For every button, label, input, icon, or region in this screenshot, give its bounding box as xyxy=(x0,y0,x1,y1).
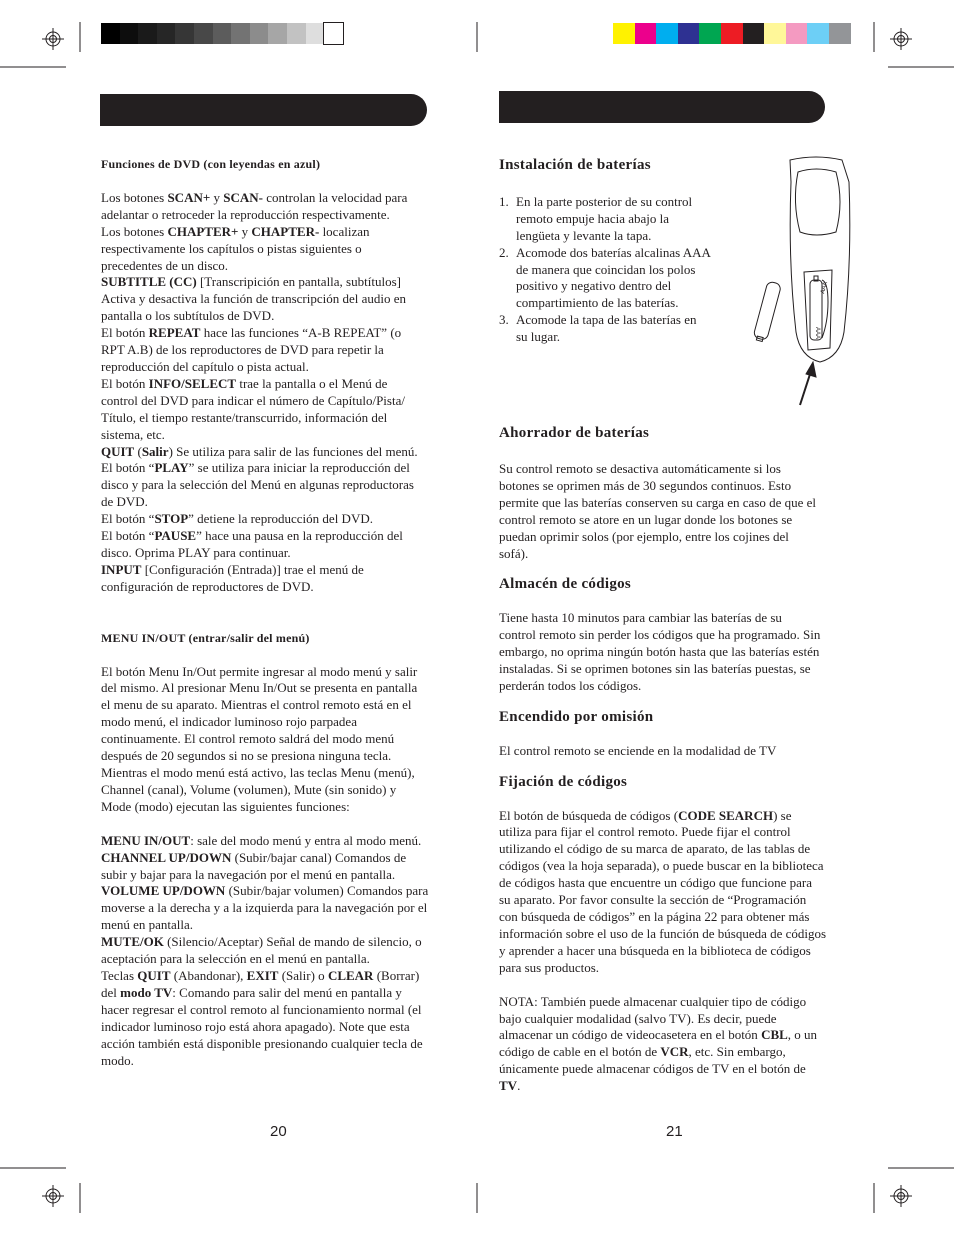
step-number: 3. xyxy=(499,312,509,328)
text-line: control remoto se atore en un lugar donde los botones se xyxy=(499,511,793,527)
text: acción también está disponible presionando cualquier tecla de xyxy=(101,1035,423,1051)
step-text-line: Acomode dos baterías alcalinas AAA xyxy=(516,244,711,260)
step-text-line: positivo y negativo dentro del xyxy=(516,278,672,294)
bold-text: SCAN+ xyxy=(167,189,211,205)
text: (Salir) o xyxy=(278,967,328,983)
step-text-line: lengüeta y levante la tapa. xyxy=(516,227,652,243)
text: ” se utiliza para iniciar la reproducción del xyxy=(188,460,410,476)
text: hacer regresar el control remoto al funcionamiento normal (el xyxy=(101,1001,422,1017)
text: (Abandonar), xyxy=(170,967,247,983)
text: El botón “ xyxy=(101,511,155,527)
right-header-bar xyxy=(499,91,825,123)
text: adelantar o retroceder la reproducción respectivamente. xyxy=(101,206,390,222)
registration-target-icon xyxy=(42,1185,64,1207)
text: ) se xyxy=(773,807,792,823)
text-line xyxy=(101,1036,461,1053)
text-line xyxy=(499,943,859,960)
text-line xyxy=(101,867,461,884)
svg-text:AAA: AAA xyxy=(814,327,820,340)
page-number-left: 20 xyxy=(270,1123,287,1140)
text-line: Tiene hasta 10 minutos para cambiar las baterías de su xyxy=(499,610,782,626)
battery-saver-title: Ahorrador de baterías xyxy=(499,425,650,442)
bold-text: TV xyxy=(499,1078,518,1094)
text-line xyxy=(499,824,859,841)
text: El botón “ xyxy=(101,460,155,476)
bold-text: INFO/SELECT xyxy=(148,375,237,391)
text: con búsqueda de códigos” en la página 22 para obtener más xyxy=(499,909,810,924)
registration-target-icon xyxy=(42,28,64,50)
menu-functions-text xyxy=(101,833,461,1070)
text: almacenar un código de videocasetera en el botón xyxy=(499,1027,762,1043)
text-line xyxy=(101,427,461,444)
text-line xyxy=(499,892,859,909)
text-line: del mismo. Al presionar Menu In/Out se presenta en pantalla xyxy=(101,680,418,696)
text: localizan xyxy=(319,223,370,239)
text: Teclas xyxy=(101,967,138,983)
bold-text: INPUT xyxy=(101,561,142,577)
step-number: 2. xyxy=(499,244,509,260)
text: códigos (vea la hoja separada), o puede buscar en la biblioteca xyxy=(499,858,824,874)
text: (Borrar) xyxy=(373,967,420,983)
text-line xyxy=(499,1078,859,1095)
text-line xyxy=(101,444,461,461)
text: control del DVD para indicar el número de Capítulo/Pista/ xyxy=(101,392,405,408)
text-line xyxy=(101,968,461,985)
menu-inout-title: MENU IN/OUT (entrar/salir del menú) xyxy=(101,630,310,645)
text: ) Se utiliza para salir de las funciones del menú. xyxy=(168,443,418,459)
step-text-line: su lugar. xyxy=(516,329,561,345)
text-line xyxy=(101,562,461,579)
bold-text: CLEAR xyxy=(327,967,374,983)
text: , etc. Sin embargo, xyxy=(688,1044,786,1060)
text: de DVD. xyxy=(101,494,148,510)
text-line: El botón Menu In/Out permite ingresar al modo menú y salir xyxy=(101,663,418,679)
step-text-line: compartimiento de las baterías. xyxy=(516,295,679,311)
text-line xyxy=(101,258,461,275)
text-line xyxy=(101,934,461,951)
registration-target-icon xyxy=(890,28,912,50)
page-number-right: 21 xyxy=(666,1123,683,1140)
text: utilizando el código de su marca de aparato, de las tablas de xyxy=(499,841,811,857)
bold-text: CHANNEL UP/DOWN xyxy=(101,849,232,865)
text-line xyxy=(499,909,859,926)
default-power-text xyxy=(499,743,859,760)
text: (Silencio/Aceptar) Señal de mando de silencio, o xyxy=(163,934,422,950)
text-line xyxy=(101,308,461,325)
dvd-functions-text xyxy=(101,190,461,596)
text-line xyxy=(101,393,461,410)
text-line xyxy=(101,274,461,291)
text: del xyxy=(101,984,121,1000)
text-line xyxy=(101,1053,461,1070)
code-setting-title: Fijación de códigos xyxy=(499,773,628,790)
text: menú en pantalla. xyxy=(101,917,194,933)
text-line xyxy=(101,342,461,359)
code-setting-text xyxy=(499,808,859,977)
text: reproducción del capítulo o pista actual. xyxy=(101,358,309,374)
bold-text: MUTE/OK xyxy=(101,934,164,950)
text-line xyxy=(101,477,461,494)
bold-text: PLAY xyxy=(154,460,189,476)
text-line xyxy=(101,1019,461,1036)
text-line: botones se oprimen más de 30 segundos continuos. Esto xyxy=(499,477,792,493)
bold-text: REPEAT xyxy=(148,325,201,341)
bold-text: modo TV xyxy=(120,984,173,1000)
text-line: sofá). xyxy=(499,545,529,561)
text-line: perderán todos los códigos. xyxy=(499,677,642,693)
text: utiliza para fijar el control remoto. Puede fijar el control xyxy=(499,824,791,840)
text: pantalla o los subtítulos de DVD. xyxy=(101,308,275,324)
text-line xyxy=(101,376,461,393)
text-line xyxy=(101,833,461,850)
text: únicamente puede almacenar códigos de TV en el botón de xyxy=(499,1061,806,1077)
text: moverse a la derecha y a la izquierda para la navegación por el xyxy=(101,900,428,916)
text-line xyxy=(101,207,461,224)
text-line xyxy=(499,1061,859,1078)
bold-text: SCAN- xyxy=(223,189,263,205)
left-column xyxy=(101,156,461,1069)
text: Los botones xyxy=(101,223,168,239)
text: sistema, etc. xyxy=(101,426,165,442)
note-text xyxy=(499,994,859,1095)
text: ” hace una pausa en la reproducción del xyxy=(196,528,403,544)
text-line xyxy=(499,841,859,858)
step-number: 1. xyxy=(499,193,509,209)
bold-text: CHAPTER+ xyxy=(167,223,239,239)
text-line xyxy=(499,994,859,1011)
text-line xyxy=(499,875,859,892)
code-storage-title: Almacén de códigos xyxy=(499,576,632,593)
text: Activa y desactiva la función de transcripción del audio en xyxy=(101,291,407,307)
text-line xyxy=(499,808,859,825)
text-line xyxy=(101,511,461,528)
text: El botón de búsqueda de códigos ( xyxy=(499,807,679,823)
step-text-line: Acomode la tapa de las baterías en xyxy=(516,312,697,328)
bold-text: MENU IN/OUT xyxy=(101,832,191,848)
text-line xyxy=(499,858,859,875)
text: precedentes de un disco. xyxy=(101,257,229,273)
text: indicador luminoso rojo está ahora apagado). Note que esta xyxy=(101,1018,410,1034)
text-line xyxy=(499,926,859,943)
bold-text: QUIT xyxy=(101,443,135,459)
text: El botón “ xyxy=(101,528,155,544)
text: El botón xyxy=(101,325,149,341)
text: RPT A.B) de los reproductores de DVD para repetir la xyxy=(101,342,384,358)
svg-text:AAA: AAA xyxy=(820,281,830,295)
bold-text: VOLUME UP/DOWN xyxy=(101,883,226,899)
text-line xyxy=(101,460,461,477)
text-line: continuamente. El control remoto saldrá del modo menú xyxy=(101,731,395,747)
bold-text: STOP xyxy=(154,511,189,527)
text: y xyxy=(238,223,252,239)
text: : Comando para salir del menú en pantalla y xyxy=(172,984,402,1000)
bold-text: VCR xyxy=(660,1044,689,1060)
bold-text: QUIT xyxy=(137,967,171,983)
text-line: el menu de su aparato. Mientras el control remoto está en el xyxy=(101,697,412,713)
bold-text: Salir xyxy=(141,443,169,459)
bold-text: CHAPTER- xyxy=(251,223,320,239)
text-line: puedan oprimir solos (por ejemplo, entre los cojines del xyxy=(499,528,789,544)
text-line xyxy=(101,985,461,1002)
text: información sobre el uso de la función de búsqueda de códigos xyxy=(499,925,827,941)
text-line xyxy=(101,917,461,934)
text: respectivamente los capítulos o pistas siguientes o xyxy=(101,240,362,256)
remote-battery-illustration xyxy=(748,152,858,408)
loose-battery-icon xyxy=(753,281,782,343)
text: disco y para la selección del Menú en algunas reproductoras xyxy=(101,477,414,493)
text: de códigos hasta que encuentre un código que funcione para xyxy=(499,875,812,891)
text-line xyxy=(101,190,461,207)
text: Los botones xyxy=(101,189,168,205)
bold-text: CODE SEARCH xyxy=(678,807,774,823)
text: [Transcripición en pantalla, subtítulos] xyxy=(196,274,401,290)
battery-install-title: Instalación de baterías xyxy=(499,157,651,173)
text-line xyxy=(101,410,461,427)
bold-text: EXIT xyxy=(246,967,279,983)
text-line: Mientras el modo menú está activo, las teclas Menu (menú), xyxy=(101,765,415,780)
text: para sus productos. xyxy=(499,959,600,975)
code-storage-text xyxy=(499,610,859,695)
text-line xyxy=(101,951,461,968)
text-line: control remoto sin perder los códigos que ha programado. Sin xyxy=(499,627,821,643)
text-line xyxy=(101,325,461,342)
text: [Configuración (Entrada)] trae el menú de xyxy=(141,561,364,577)
step-text-line: En la parte posterior de su control xyxy=(516,193,693,209)
default-power-title: Encendido por omisión xyxy=(499,708,654,725)
text: , o un xyxy=(787,1027,818,1043)
text: y xyxy=(210,189,224,205)
menu-inout-text xyxy=(101,664,461,816)
battery-saver-text xyxy=(499,461,859,562)
text-line: Channel (canal), Volume (volumen), Mute (sin sonido) y xyxy=(101,781,397,797)
text: configuración de reproductores de DVD. xyxy=(101,578,314,594)
text-line: El control remoto se enciende en la modalidad de TV xyxy=(499,742,777,758)
text: subir y bajar para la navegación por el menú en pantalla. xyxy=(101,866,396,882)
text-line xyxy=(101,241,461,258)
text-line xyxy=(101,579,461,596)
text-line xyxy=(101,545,461,562)
text: ( xyxy=(134,443,142,459)
text: código de cable en el botón de xyxy=(499,1044,661,1060)
text: controlan la velocidad para xyxy=(263,189,408,205)
left-header-bar xyxy=(100,94,427,126)
text-line: Mode (modo) ejecutan las siguientes funciones: xyxy=(101,798,350,814)
text: y aprender a hacer una búsqueda en la biblioteca de códigos xyxy=(499,942,811,958)
text: . xyxy=(517,1078,521,1094)
text-line xyxy=(101,291,461,308)
bold-text: SUBTITLE (CC) xyxy=(101,274,197,290)
text-line: Su control remoto se desactiva automáticamente si los xyxy=(499,460,781,476)
text-line: permite que las baterías conserven su carga en caso de que el xyxy=(499,494,817,510)
text-line xyxy=(101,494,461,511)
text-line xyxy=(101,359,461,376)
text: bajo cualquier modalidad (salvo TV). Es decir, puede xyxy=(499,1010,777,1026)
text: su aparato. Por favor consulte la sección de “Programación xyxy=(499,892,807,908)
text-line xyxy=(101,900,461,917)
text: hace las funciones “A-B REPEAT” (o xyxy=(200,325,402,341)
text: ” detiene la reproducción del DVD. xyxy=(188,511,373,527)
text: aceptación para la selección en el menú en pantalla. xyxy=(101,951,370,967)
text: trae la pantalla o el Menú de xyxy=(236,375,388,391)
step-text-line: de manera que coincidan los polos xyxy=(516,261,696,277)
text: modo. xyxy=(101,1052,134,1068)
text-line xyxy=(499,1027,859,1044)
text-line xyxy=(101,528,461,545)
text-line xyxy=(101,224,461,241)
text: NOTA: También puede almacenar cualquier tipo de código xyxy=(499,993,807,1009)
dvd-functions-title: Funciones de DVD (con leyendas en azul) xyxy=(101,157,321,171)
bold-text: CBL xyxy=(761,1027,788,1043)
text-line xyxy=(499,960,859,977)
text: : sale del modo menú y entra al modo menú. xyxy=(190,832,422,848)
text-line: modo menú, el indicador luminoso rojo parpadea xyxy=(101,714,357,730)
text: (Subir/bajar volumen) Comandos para xyxy=(225,883,429,899)
text-line xyxy=(499,1044,859,1061)
text-line: embargo, no oprima ningún botón hasta que las baterías estén xyxy=(499,644,820,660)
text: El botón xyxy=(101,375,149,391)
text: (Subir/bajar canal) Comandos de xyxy=(231,849,407,865)
text-line: instaladas. Si se oprimen botones sin las baterías puestas, se xyxy=(499,661,811,677)
text-line xyxy=(499,1011,859,1028)
step-text-line: remoto empuje hacia abajo la xyxy=(516,210,670,226)
bold-text: PAUSE xyxy=(154,528,197,544)
registration-target-icon xyxy=(890,1185,912,1207)
text: Título, el tiempo restante/transcurrido, información del xyxy=(101,409,388,425)
text-line xyxy=(101,1002,461,1019)
text-line xyxy=(101,883,461,900)
text-line: después de 20 segundos si no se presiona ninguna tecla. xyxy=(101,748,392,764)
text-line xyxy=(101,850,461,867)
text: disco. Oprima PLAY para continuar. xyxy=(101,544,291,560)
